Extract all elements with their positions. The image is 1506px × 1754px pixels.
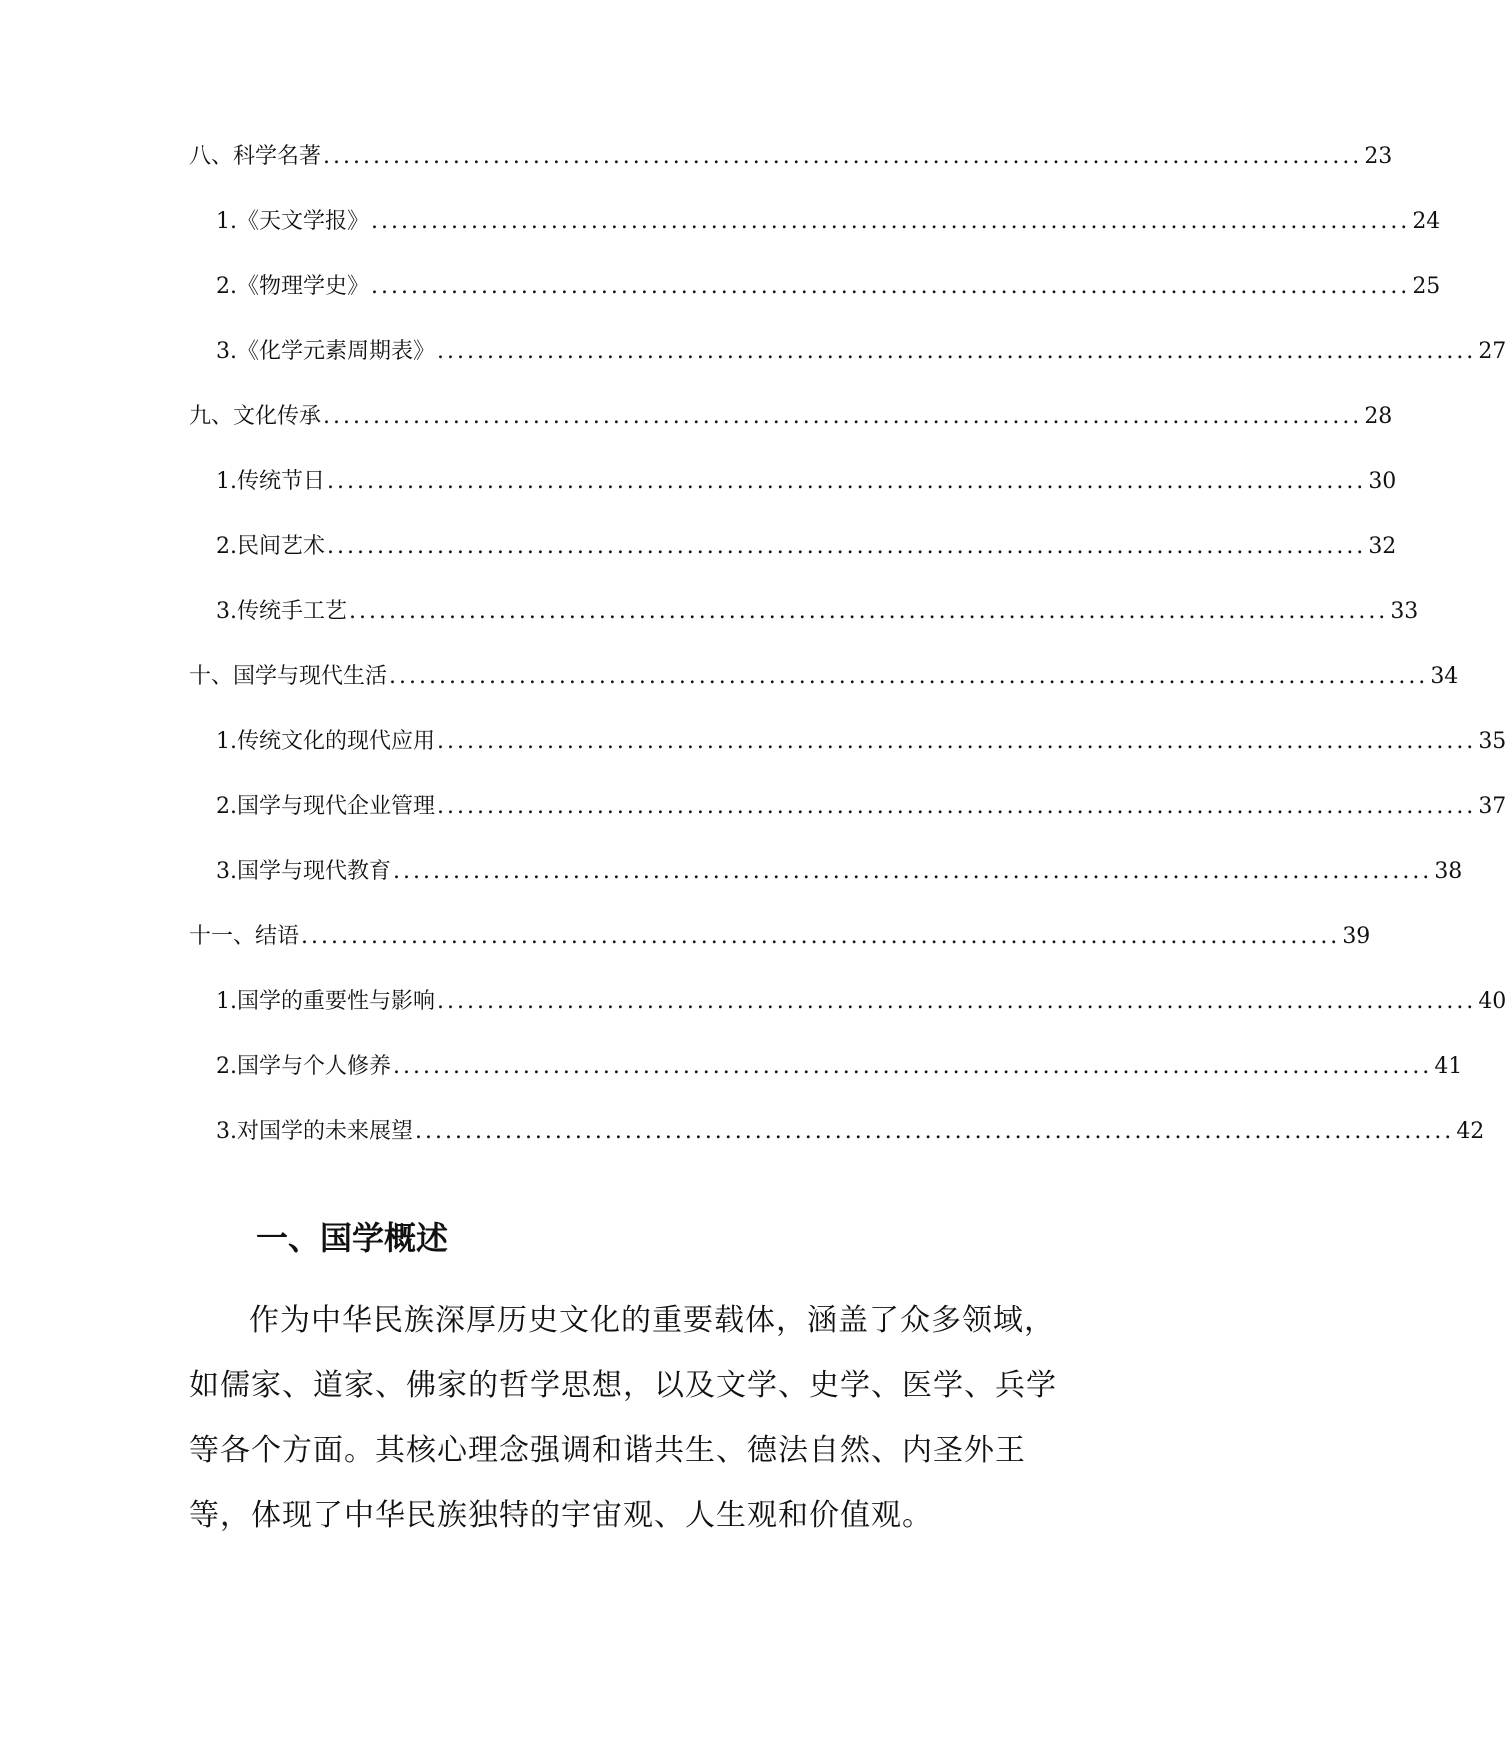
toc-entry-number: 1.: [216, 729, 237, 754]
toc-page-number: 27: [1478, 339, 1506, 364]
toc-entry[interactable]: [189, 142, 1393, 207]
toc-page-number: 38: [1434, 859, 1463, 884]
toc-page-number: 39: [1342, 924, 1371, 949]
toc-entry-number: 3.: [216, 1119, 237, 1144]
toc-entry[interactable]: [189, 402, 1393, 467]
toc-entry-number: 3.: [216, 599, 237, 624]
toc-entry-title: 传统手工艺: [237, 599, 348, 624]
toc-entry-title: 十一、结语: [189, 924, 300, 949]
toc-entry-title: 《化学元素周期表》: [237, 339, 436, 364]
toc-page-number: 32: [1368, 534, 1397, 559]
toc-page-number: 34: [1430, 664, 1459, 689]
toc-entry-number: 1.: [216, 469, 237, 494]
toc-entry[interactable]: [189, 207, 1441, 272]
toc-leader-dots: ........................................................................................................: [323, 144, 1363, 169]
toc-page-number: 24: [1412, 209, 1441, 234]
toc-entry[interactable]: [189, 987, 1506, 1052]
toc-entry-number: 2.: [216, 794, 237, 819]
toc-page-number: 37: [1478, 794, 1506, 819]
toc-leader-dots: ........................................................................................................: [301, 924, 1341, 949]
toc-entry[interactable]: [189, 337, 1506, 402]
toc-entry-title: 对国学的未来展望: [237, 1119, 414, 1144]
toc-entry-title: 八、科学名著: [189, 144, 322, 169]
toc-entry-title: 《物理学史》: [237, 274, 370, 299]
toc-entry-title: 传统文化的现代应用: [237, 729, 436, 754]
toc-leader-dots: ........................................................................................................: [437, 339, 1477, 364]
toc-entry[interactable]: [189, 532, 1397, 597]
toc-entry-title: 九、文化传承: [189, 404, 322, 429]
toc-entry-number: 1.: [216, 209, 237, 234]
toc-entry-title: 国学与现代企业管理: [237, 794, 436, 819]
toc-entry-number: 2.: [216, 274, 237, 299]
toc-entry-title: 传统节日: [237, 469, 326, 494]
toc-entry-number: 2.: [216, 1054, 237, 1079]
toc-entry[interactable]: [189, 922, 1371, 987]
table-of-contents: [189, 142, 1506, 1182]
toc-leader-dots: ........................................................................................................: [327, 534, 1367, 559]
toc-page-number: 40: [1478, 989, 1506, 1014]
toc-page-number: 41: [1434, 1054, 1463, 1079]
toc-page-number: 28: [1364, 404, 1393, 429]
toc-page-number: 23: [1364, 144, 1393, 169]
toc-entry-number: 3.: [216, 859, 237, 884]
toc-page-number: 30: [1368, 469, 1397, 494]
toc-entry[interactable]: [189, 597, 1419, 662]
toc-leader-dots: ........................................................................................................: [437, 729, 1477, 754]
toc-entry-number: 1.: [216, 989, 237, 1014]
toc-entry-title: 《天文学报》: [237, 209, 370, 234]
toc-page-number: 35: [1478, 729, 1506, 754]
toc-entry[interactable]: [189, 1117, 1485, 1182]
toc-page-number: 25: [1412, 274, 1441, 299]
toc-entry-title: 国学与个人修养: [237, 1054, 392, 1079]
toc-entry-title: 十、国学与现代生活: [189, 664, 388, 689]
toc-entry[interactable]: [189, 727, 1506, 792]
toc-leader-dots: ........................................................................................................: [349, 599, 1389, 624]
toc-leader-dots: ........................................................................................................: [437, 794, 1477, 819]
toc-entry[interactable]: [189, 467, 1397, 532]
body-paragraph: 作为中华民族深厚历史文化的重要载体，涵盖了众多领域，如儒家、道家、佛家的哲学思想，以及文学、史学、医学、兵学等各个方面。其核心理念强调和谐共生、德法自然、内圣外王等，体现了中华民族独特的宇宙观、人生观和价值观。: [189, 1303, 1057, 1533]
toc-entry[interactable]: [189, 1052, 1463, 1117]
toc-entry-title: 民间艺术: [237, 534, 326, 559]
toc-entry-number: 3.: [216, 339, 237, 364]
toc-entry[interactable]: [189, 272, 1441, 337]
toc-leader-dots: ........................................................................................................: [327, 469, 1367, 494]
toc-entry[interactable]: [189, 857, 1463, 922]
toc-leader-dots: ........................................................................................................: [415, 1119, 1455, 1144]
toc-entry-title: 国学的重要性与影响: [237, 989, 436, 1014]
toc-leader-dots: ........................................................................................................: [371, 274, 1411, 299]
toc-entry[interactable]: [189, 662, 1459, 727]
toc-leader-dots: ........................................................................................................: [393, 859, 1433, 884]
toc-leader-dots: ........................................................................................................: [389, 664, 1429, 689]
toc-page-number: 42: [1456, 1119, 1485, 1144]
toc-entry-title: 国学与现代教育: [237, 859, 392, 884]
toc-entry-number: 2.: [216, 534, 237, 559]
toc-page-number: 33: [1390, 599, 1419, 624]
toc-entry[interactable]: [189, 792, 1506, 857]
section-heading: 一、国学概述: [256, 1219, 449, 1257]
toc-leader-dots: ........................................................................................................: [393, 1054, 1433, 1079]
toc-leader-dots: ........................................................................................................: [323, 404, 1363, 429]
toc-leader-dots: ........................................................................................................: [371, 209, 1411, 234]
toc-leader-dots: ........................................................................................................: [437, 989, 1477, 1014]
